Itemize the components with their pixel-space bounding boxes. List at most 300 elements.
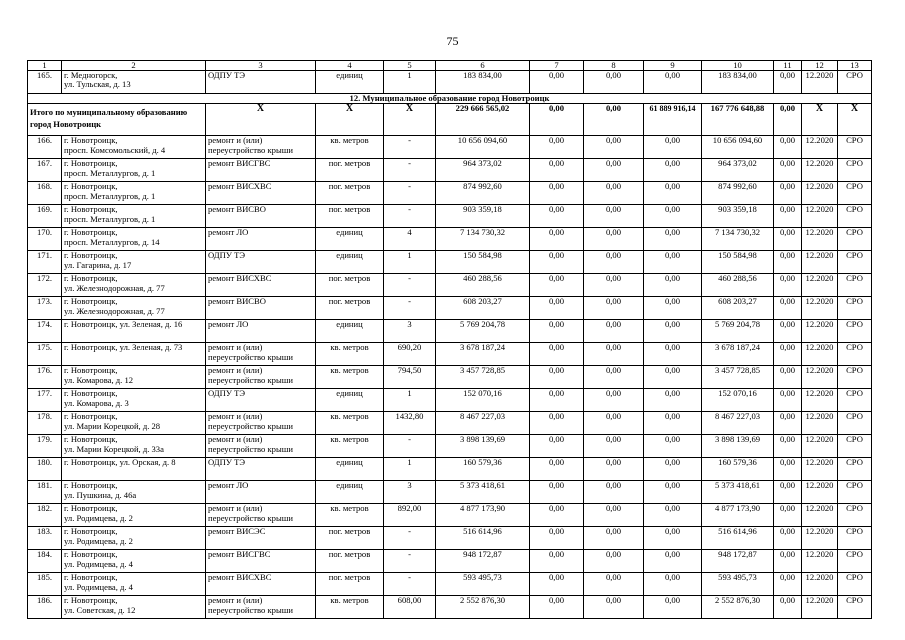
- budget-cell: 0,00: [584, 389, 644, 412]
- address-cell: [62, 71, 206, 94]
- local-budget-cell: 0,00: [644, 366, 702, 389]
- quantity-cell: 892,00: [384, 504, 436, 527]
- other-cell: 0,00: [774, 550, 802, 573]
- row-number: 173.: [28, 297, 62, 320]
- total-cost-cell: 874 992,60: [436, 182, 530, 205]
- deadline-cell: 12.2020: [802, 274, 838, 297]
- deadline-cell: 12.2020: [802, 343, 838, 366]
- row-number: 179.: [28, 435, 62, 458]
- table-row: [28, 205, 872, 228]
- table-body: [28, 61, 872, 619]
- column-number: 8: [584, 61, 644, 71]
- work-type-line: ремонт и (или): [208, 503, 263, 514]
- fund-cell: 0,00: [530, 481, 584, 504]
- work-type-cell: [206, 71, 316, 94]
- budget-cell: 0,00: [584, 596, 644, 619]
- table-row: [28, 366, 872, 389]
- budget-cell: 0,00: [584, 504, 644, 527]
- quantity-cell: -: [384, 274, 436, 297]
- address-cell: [62, 573, 206, 596]
- address-line: ул. Пушкина, д. 46а: [64, 489, 137, 500]
- budget-cell: 0,00: [584, 481, 644, 504]
- total-col3: X: [206, 104, 316, 136]
- work-type-line: ОДПУ ТЭ: [208, 70, 246, 81]
- address-line: г. Новотроицк,: [64, 273, 118, 284]
- quantity-cell: -: [384, 527, 436, 550]
- local-budget-cell: 0,00: [644, 136, 702, 159]
- total-row: [28, 104, 872, 136]
- owners-funds-cell: 5 373 418,61: [702, 481, 774, 504]
- work-type-line: переустройство крыши: [208, 374, 293, 385]
- work-type-line: ремонт ВИСХВС: [208, 181, 272, 192]
- method-cell: СРО: [838, 159, 872, 182]
- quantity-cell: -: [384, 159, 436, 182]
- method-cell: СРО: [838, 481, 872, 504]
- method-cell: СРО: [838, 297, 872, 320]
- work-type-cell: [206, 573, 316, 596]
- local-budget-cell: 0,00: [644, 320, 702, 343]
- work-type-line: ОДПУ ТЭ: [208, 388, 246, 399]
- total-cost-cell: 183 834,00: [436, 71, 530, 94]
- total-cost-cell: 3 457 728,85: [436, 366, 530, 389]
- address-cell: [62, 297, 206, 320]
- unit-cell: кв. метров: [316, 596, 384, 619]
- total-cost-cell: 7 134 730,32: [436, 228, 530, 251]
- address-line: г. Новотроицк, ул. Зеленая, д. 16: [64, 319, 183, 330]
- unit-cell: кв. метров: [316, 504, 384, 527]
- row-number: 174.: [28, 320, 62, 343]
- row-number: 177.: [28, 389, 62, 412]
- quantity-cell: -: [384, 136, 436, 159]
- deadline-cell: 12.2020: [802, 159, 838, 182]
- local-budget-cell: 0,00: [644, 389, 702, 412]
- owners-funds-cell: 3 457 728,85: [702, 366, 774, 389]
- address-cell: [62, 550, 206, 573]
- deadline-cell: 12.2020: [802, 481, 838, 504]
- address-cell: [62, 343, 206, 366]
- deadline-cell: 12.2020: [802, 205, 838, 228]
- unit-cell: кв. метров: [316, 412, 384, 435]
- table-row: [28, 596, 872, 619]
- fund-cell: 0,00: [530, 458, 584, 481]
- address-line: г. Медногорск,: [64, 70, 118, 81]
- work-type-line: ремонт ВИСЭС: [208, 526, 266, 537]
- total-cost-cell: 8 467 227,03: [436, 412, 530, 435]
- unit-cell: единиц: [316, 71, 384, 94]
- total-col4: X: [316, 104, 384, 136]
- total-method: X: [838, 104, 872, 136]
- method-cell: СРО: [838, 389, 872, 412]
- table-row: [28, 251, 872, 274]
- address-cell: [62, 527, 206, 550]
- fund-cell: 0,00: [530, 366, 584, 389]
- quantity-cell: 690,20: [384, 343, 436, 366]
- method-cell: СРО: [838, 136, 872, 159]
- total-local-budget: 61 889 916,14: [644, 104, 702, 136]
- total-cost: 229 666 565,02: [436, 104, 530, 136]
- quantity-cell: -: [384, 297, 436, 320]
- address-line: г. Новотроицк, ул. Орская, д. 8: [64, 457, 176, 468]
- unit-cell: пог. метров: [316, 573, 384, 596]
- unit-cell: кв. метров: [316, 366, 384, 389]
- address-line: г. Новотроицк,: [64, 181, 118, 192]
- method-cell: СРО: [838, 182, 872, 205]
- column-number: 1: [28, 61, 62, 71]
- total-cost-cell: 608 203,27: [436, 297, 530, 320]
- method-cell: СРО: [838, 343, 872, 366]
- address-cell: [62, 182, 206, 205]
- budget-cell: 0,00: [584, 343, 644, 366]
- other-cell: 0,00: [774, 412, 802, 435]
- address-cell: [62, 274, 206, 297]
- budget-cell: 0,00: [584, 205, 644, 228]
- row-number: 186.: [28, 596, 62, 619]
- budget-cell: 0,00: [584, 228, 644, 251]
- work-type-cell: [206, 136, 316, 159]
- budget-cell: 0,00: [584, 159, 644, 182]
- total-cost-cell: 3 898 139,69: [436, 435, 530, 458]
- method-cell: СРО: [838, 458, 872, 481]
- budget-cell: 0,00: [584, 435, 644, 458]
- address-cell: [62, 412, 206, 435]
- deadline-cell: 12.2020: [802, 297, 838, 320]
- owners-funds-cell: 903 359,18: [702, 205, 774, 228]
- address-line: г. Новотроицк,: [64, 388, 118, 399]
- address-cell: [62, 504, 206, 527]
- fund-cell: 0,00: [530, 228, 584, 251]
- work-type-cell: [206, 159, 316, 182]
- other-cell: 0,00: [774, 596, 802, 619]
- work-type-line: переустройство крыши: [208, 144, 293, 155]
- row-number: 165.: [28, 71, 62, 94]
- deadline-cell: 12.2020: [802, 228, 838, 251]
- work-type-cell: [206, 343, 316, 366]
- unit-cell: пог. метров: [316, 297, 384, 320]
- work-type-cell: [206, 458, 316, 481]
- quantity-cell: 3: [384, 320, 436, 343]
- address-line: г. Новотроицк,: [64, 365, 118, 376]
- row-number: 180.: [28, 458, 62, 481]
- address-cell: [62, 596, 206, 619]
- work-type-line: ремонт ЛО: [208, 480, 249, 491]
- page-number: 75: [446, 34, 459, 48]
- table-row: [28, 159, 872, 182]
- budget-cell: 0,00: [584, 274, 644, 297]
- fund-cell: 0,00: [530, 343, 584, 366]
- budget-cell: 0,00: [584, 458, 644, 481]
- table-row: [28, 71, 872, 94]
- owners-funds-cell: 964 373,02: [702, 159, 774, 182]
- owners-funds-cell: 183 834,00: [702, 71, 774, 94]
- quantity-cell: -: [384, 205, 436, 228]
- work-type-line: переустройство крыши: [208, 604, 293, 615]
- owners-funds-cell: 460 288,56: [702, 274, 774, 297]
- work-type-line: переустройство крыши: [208, 443, 293, 454]
- quantity-cell: -: [384, 435, 436, 458]
- row-number: 183.: [28, 527, 62, 550]
- fund-cell: 0,00: [530, 182, 584, 205]
- method-cell: СРО: [838, 251, 872, 274]
- method-cell: СРО: [838, 205, 872, 228]
- table-row: [28, 573, 872, 596]
- work-type-line: ремонт ВИСХВС: [208, 572, 272, 583]
- local-budget-cell: 0,00: [644, 274, 702, 297]
- table-row: [28, 297, 872, 320]
- method-cell: СРО: [838, 228, 872, 251]
- owners-funds-cell: 3 898 139,69: [702, 435, 774, 458]
- total-cost-cell: 516 614,96: [436, 527, 530, 550]
- column-number-row: [28, 61, 872, 71]
- address-cell: [62, 205, 206, 228]
- unit-cell: пог. метров: [316, 182, 384, 205]
- total-cost-cell: 948 172,87: [436, 550, 530, 573]
- other-cell: 0,00: [774, 527, 802, 550]
- fund-cell: 0,00: [530, 136, 584, 159]
- method-cell: СРО: [838, 274, 872, 297]
- fund-cell: 0,00: [530, 297, 584, 320]
- work-type-line: ремонт ВИСХВС: [208, 273, 272, 284]
- address-cell: [62, 481, 206, 504]
- budget-cell: 0,00: [584, 251, 644, 274]
- method-cell: СРО: [838, 366, 872, 389]
- local-budget-cell: 0,00: [644, 527, 702, 550]
- work-type-cell: [206, 182, 316, 205]
- work-type-line: ремонт ЛО: [208, 319, 249, 330]
- address-line: г. Новотроицк,: [64, 480, 118, 491]
- local-budget-cell: 0,00: [644, 159, 702, 182]
- unit-cell: кв. метров: [316, 343, 384, 366]
- owners-funds-cell: 608 203,27: [702, 297, 774, 320]
- address-line: г. Новотроицк,: [64, 135, 118, 146]
- row-number: 168.: [28, 182, 62, 205]
- section-heading-row: [28, 94, 872, 104]
- fund-cell: 0,00: [530, 274, 584, 297]
- address-line: г. Новотроицк, ул. Зеленая, д. 73: [64, 342, 183, 353]
- address-line: ул. Родимцева, д. 4: [64, 558, 133, 569]
- work-type-line: переустройство крыши: [208, 351, 293, 362]
- other-cell: 0,00: [774, 389, 802, 412]
- quantity-cell: 1432,80: [384, 412, 436, 435]
- fund-cell: 0,00: [530, 435, 584, 458]
- address-line: просп. Металлургов, д. 1: [64, 213, 156, 224]
- total-cost-cell: 2 552 876,30: [436, 596, 530, 619]
- address-line: г. Новотроицк,: [64, 503, 118, 514]
- row-number: 171.: [28, 251, 62, 274]
- total-cost-cell: 150 584,98: [436, 251, 530, 274]
- work-type-cell: [206, 435, 316, 458]
- quantity-cell: 794,50: [384, 366, 436, 389]
- owners-funds-cell: 593 495,73: [702, 573, 774, 596]
- column-number: 9: [644, 61, 702, 71]
- quantity-cell: 608,00: [384, 596, 436, 619]
- row-number: 172.: [28, 274, 62, 297]
- work-type-line: ремонт и (или): [208, 595, 263, 606]
- other-cell: 0,00: [774, 343, 802, 366]
- total-fund: 0,00: [530, 104, 584, 136]
- column-number: 2: [62, 61, 206, 71]
- column-number: 5: [384, 61, 436, 71]
- work-type-cell: [206, 412, 316, 435]
- address-line: ул. Комарова, д. 12: [64, 374, 134, 385]
- quantity-cell: -: [384, 573, 436, 596]
- row-number: 167.: [28, 159, 62, 182]
- unit-cell: пог. метров: [316, 274, 384, 297]
- column-number: 13: [838, 61, 872, 71]
- work-type-cell: [206, 596, 316, 619]
- budget-cell: 0,00: [584, 573, 644, 596]
- total-cost-cell: 152 070,16: [436, 389, 530, 412]
- address-cell: [62, 458, 206, 481]
- total-cost-cell: 160 579,36: [436, 458, 530, 481]
- other-cell: 0,00: [774, 320, 802, 343]
- other-cell: 0,00: [774, 205, 802, 228]
- quantity-cell: 4: [384, 228, 436, 251]
- table-row: [28, 182, 872, 205]
- address-line: г. Новотроицк,: [64, 204, 118, 215]
- work-type-line: ремонт и (или): [208, 365, 263, 376]
- owners-funds-cell: 7 134 730,32: [702, 228, 774, 251]
- address-line: ул. Родимцева, д. 2: [64, 512, 133, 523]
- total-deadline: X: [802, 104, 838, 136]
- unit-cell: пог. метров: [316, 205, 384, 228]
- address-cell: [62, 366, 206, 389]
- owners-funds-cell: 2 552 876,30: [702, 596, 774, 619]
- budget-cell: 0,00: [584, 550, 644, 573]
- table-row: [28, 504, 872, 527]
- work-type-cell: [206, 297, 316, 320]
- address-line: просп. Металлургов, д. 1: [64, 190, 156, 201]
- local-budget-cell: 0,00: [644, 228, 702, 251]
- fund-cell: 0,00: [530, 573, 584, 596]
- total-cost-cell: 964 373,02: [436, 159, 530, 182]
- address-line: ул. Железнодорожная, д. 77: [64, 305, 165, 316]
- unit-cell: пог. метров: [316, 527, 384, 550]
- quantity-cell: 1: [384, 389, 436, 412]
- work-type-cell: [206, 389, 316, 412]
- deadline-cell: 12.2020: [802, 251, 838, 274]
- table-row: [28, 458, 872, 481]
- other-cell: 0,00: [774, 435, 802, 458]
- owners-funds-cell: 516 614,96: [702, 527, 774, 550]
- owners-funds-cell: 5 769 204,78: [702, 320, 774, 343]
- other-cell: 0,00: [774, 251, 802, 274]
- work-type-line: ОДПУ ТЭ: [208, 250, 246, 261]
- work-type-line: ремонт ВИСВО: [208, 204, 266, 215]
- total-cost-cell: 593 495,73: [436, 573, 530, 596]
- owners-funds-cell: 10 656 094,60: [702, 136, 774, 159]
- budget-cell: 0,00: [584, 136, 644, 159]
- local-budget-cell: 0,00: [644, 71, 702, 94]
- deadline-cell: 12.2020: [802, 596, 838, 619]
- address-line: ул. Марии Корецкой, д. 33а: [64, 443, 164, 454]
- total-label: Итого по муниципальному образованию город Новотроицк: [28, 104, 206, 136]
- budget-cell: 0,00: [584, 366, 644, 389]
- work-type-cell: [206, 481, 316, 504]
- method-cell: СРО: [838, 71, 872, 94]
- local-budget-cell: 0,00: [644, 573, 702, 596]
- budget-cell: 0,00: [584, 412, 644, 435]
- table-row: [28, 527, 872, 550]
- other-cell: 0,00: [774, 71, 802, 94]
- work-type-line: ремонт и (или): [208, 411, 263, 422]
- address-line: ул. Советская, д. 12: [64, 604, 136, 615]
- table-row: [28, 550, 872, 573]
- method-cell: СРО: [838, 435, 872, 458]
- other-cell: 0,00: [774, 297, 802, 320]
- unit-cell: единиц: [316, 228, 384, 251]
- address-line: ул. Комарова, д. 3: [64, 397, 129, 408]
- row-number: 170.: [28, 228, 62, 251]
- total-cost-cell: 4 877 173,90: [436, 504, 530, 527]
- work-type-cell: [206, 527, 316, 550]
- address-line: ул. Железнодорожная, д. 77: [64, 282, 165, 293]
- quantity-cell: -: [384, 550, 436, 573]
- fund-cell: 0,00: [530, 596, 584, 619]
- work-type-line: ремонт и (или): [208, 342, 263, 353]
- column-number: 12: [802, 61, 838, 71]
- row-number: 175.: [28, 343, 62, 366]
- other-cell: 0,00: [774, 228, 802, 251]
- owners-funds-cell: 152 070,16: [702, 389, 774, 412]
- unit-cell: единиц: [316, 458, 384, 481]
- address-line: просп. Металлургов, д. 1: [64, 167, 156, 178]
- fund-cell: 0,00: [530, 251, 584, 274]
- local-budget-cell: 0,00: [644, 182, 702, 205]
- table-row: [28, 412, 872, 435]
- quantity-cell: 1: [384, 251, 436, 274]
- address-line: г. Новотроицк,: [64, 158, 118, 169]
- quantity-cell: 1: [384, 71, 436, 94]
- fund-cell: 0,00: [530, 159, 584, 182]
- deadline-cell: 12.2020: [802, 71, 838, 94]
- work-type-line: переустройство крыши: [208, 420, 293, 431]
- unit-cell: кв. метров: [316, 435, 384, 458]
- address-cell: [62, 136, 206, 159]
- local-budget-cell: 0,00: [644, 481, 702, 504]
- work-type-line: ремонт и (или): [208, 434, 263, 445]
- address-line: г. Новотроицк,: [64, 434, 118, 445]
- section-title: 12. Муниципальное образование город Новотроицк: [28, 94, 872, 104]
- work-type-line: ремонт и (или): [208, 135, 263, 146]
- column-number: 11: [774, 61, 802, 71]
- deadline-cell: 12.2020: [802, 412, 838, 435]
- local-budget-cell: 0,00: [644, 550, 702, 573]
- method-cell: СРО: [838, 550, 872, 573]
- work-type-cell: [206, 504, 316, 527]
- row-number: 176.: [28, 366, 62, 389]
- deadline-cell: 12.2020: [802, 320, 838, 343]
- fund-cell: 0,00: [530, 527, 584, 550]
- work-type-cell: [206, 251, 316, 274]
- address-line: ул. Родимцева, д. 2: [64, 535, 133, 546]
- local-budget-cell: 0,00: [644, 504, 702, 527]
- column-number: 10: [702, 61, 774, 71]
- other-cell: 0,00: [774, 136, 802, 159]
- local-budget-cell: 0,00: [644, 412, 702, 435]
- unit-cell: единиц: [316, 251, 384, 274]
- total-cost-cell: 3 678 187,24: [436, 343, 530, 366]
- address-cell: [62, 228, 206, 251]
- other-cell: 0,00: [774, 274, 802, 297]
- table-row: [28, 481, 872, 504]
- table-row: [28, 274, 872, 297]
- budget-cell: 0,00: [584, 320, 644, 343]
- table-row: [28, 136, 872, 159]
- local-budget-cell: 0,00: [644, 596, 702, 619]
- total-cost-cell: 903 359,18: [436, 205, 530, 228]
- budget-cell: 0,00: [584, 182, 644, 205]
- other-cell: 0,00: [774, 504, 802, 527]
